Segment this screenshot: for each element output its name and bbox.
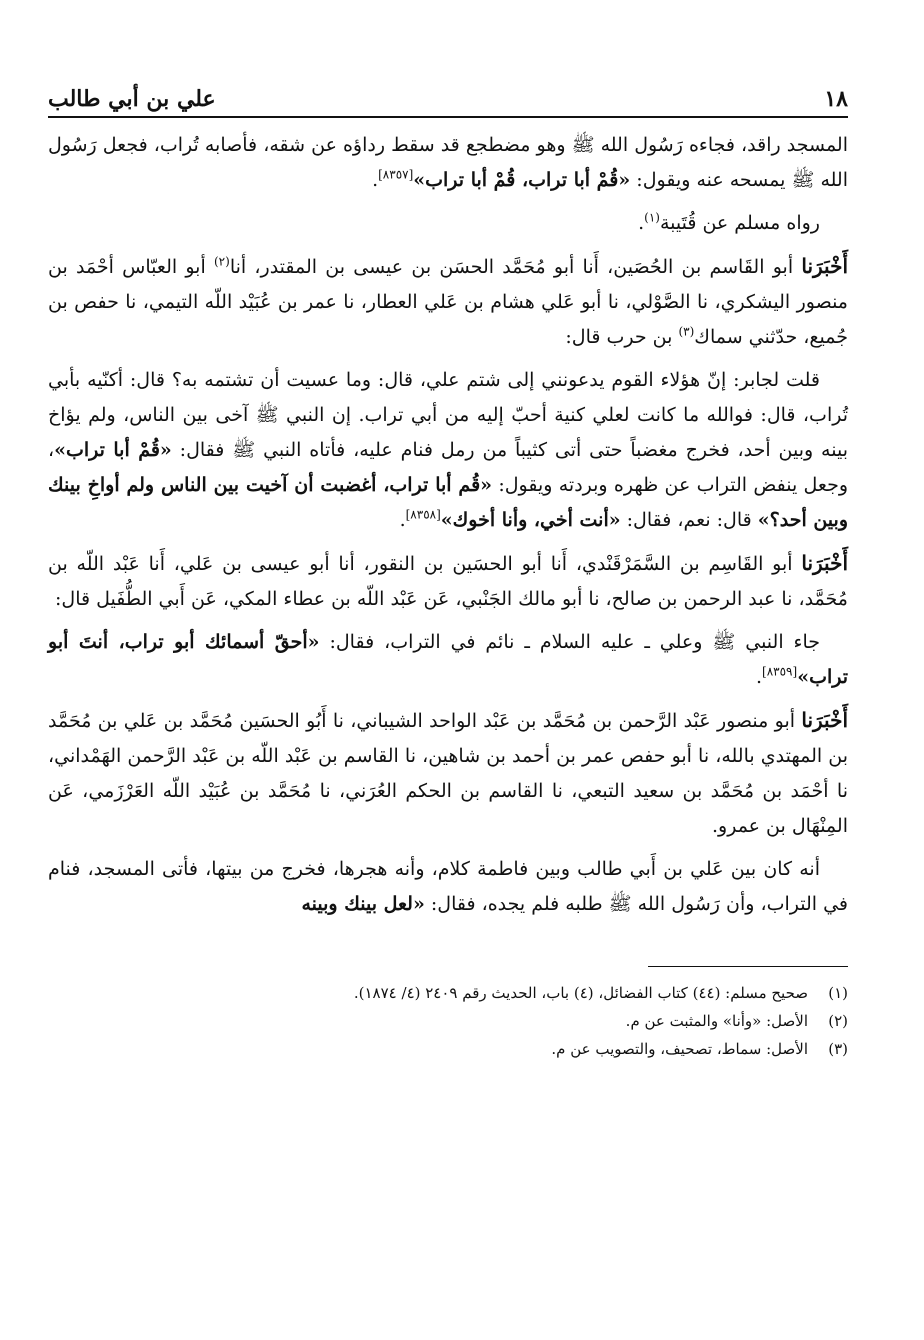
hadith-quote: «أنت أخي، وأنا أخوك» xyxy=(440,509,621,531)
paragraph-text: المسجد راقد، فجاءه رَسُول الله ﷺ وهو مضطجع قد سقط رداؤه عن شقه، فأصابه تُراب، فجعل رَسُول الله ﷺ يمسحه عنه ويقول: xyxy=(48,134,848,191)
footnotes xyxy=(48,979,848,1063)
paragraph-text: . xyxy=(638,212,645,234)
paragraph xyxy=(48,206,848,241)
paragraph-text: رواه مسلم عن قُتَيبة xyxy=(659,212,820,234)
reference-marker: (٢) xyxy=(213,254,230,269)
footnote-number: (٣) xyxy=(828,1040,848,1058)
reference-marker: (٣) xyxy=(678,324,695,339)
footnote-text: صحيح مسلم: (٤٤) كتاب الفضائل، (٤) باب، الحديث رقم ٢٤٠٩ (٤/ ١٨٧٤). xyxy=(353,984,808,1002)
hadith-quote: «لعل بينك وبينه xyxy=(301,893,425,915)
hadith-quote: «أحقّ أسمائك أبو تراب، أنتَ أبو تراب» xyxy=(48,631,848,688)
paragraph-text: أبو منصور عَبْد الرَّحمن بن مُحَمَّد بن عَبْد الواحد الشيباني، نا أَبُو الحسَين مُحَمَّد بن عَلي بن مُحَمَّد بن المهتدي بالله، نا أبو حفص عمر بن أحمد بن شاهين، نا القاسم بن عَبْد اللّه بن عَبْد الرَّحمن الهَمْداني، نا أحْمَد بن مُحَمَّد بن سعيد التبعي، نا القاسم بن الحكم العُرَني، نا مُحَمَّد بن عُبَيْد اللّه العَرْزَمي، عَن المِنْهَال بن عمرو. xyxy=(48,710,848,837)
reference-marker: [٨٣٥٧] xyxy=(378,167,414,182)
footnote-divider xyxy=(648,966,848,967)
footnote xyxy=(48,1007,848,1035)
paragraph-text: . xyxy=(755,666,763,688)
hadith-quote: «قُمْ أبا تراب، قُمْ أبا تراب» xyxy=(413,169,631,191)
footnote-text: الأصل: سماط، تصحيف، والتصويب عن م. xyxy=(551,1040,808,1058)
paragraph-text: . xyxy=(372,169,379,191)
footnote-number: (١) xyxy=(828,984,848,1002)
paragraph xyxy=(48,363,848,538)
paragraph-text: . xyxy=(399,509,406,531)
paragraph xyxy=(48,625,848,695)
reference-marker: (١) xyxy=(644,210,660,225)
paragraph-text: أبو القَاسِم بن السَّمَرْقَنْدي، أَنا أبو الحسَين بن النقور، أنا أبو عيسى بن عَلي، أَنا عَبْد اللّه بن مُحَمَّد، نا عبد الرحمن بن صالح، نا أبو مالك الجَنْبي، عَن عَبْد اللّه بن عطاء المكي، عَن أَبي الطُّفَيل قال: xyxy=(48,553,848,610)
footnote-number: (٢) xyxy=(828,1012,848,1030)
hadith-quote: «قُمْ أبا تراب» xyxy=(54,439,172,461)
paragraph xyxy=(48,128,848,198)
paragraph xyxy=(48,852,848,922)
footnote xyxy=(48,1035,848,1063)
document-page xyxy=(48,72,848,1063)
paragraph xyxy=(48,703,848,844)
footnote-text: الأصل: «وأنا» والمثبت عن م. xyxy=(625,1012,808,1030)
reference-marker: [٨٣٥٩] xyxy=(762,664,798,679)
reference-marker: [٨٣٥٨] xyxy=(405,507,441,522)
paragraph-text: جاء النبي ﷺ وعلي ـ عليه السلام ـ نائم في التراب، فقال: xyxy=(319,631,820,653)
footnote xyxy=(48,979,848,1007)
paragraph-text: أنه كان بين عَلي بن أَبي طالب وبين فاطمة كلام، وأنه هجرها، فخرج من بيتها، فأتى المسجد، فنام في التراب، وأن رَسُول الله ﷺ طلبه فلم يجده، فقال: xyxy=(48,858,848,915)
isnad-lead-word: أَخْبَرَنا xyxy=(801,551,848,575)
paragraph-text: أبو القَاسم بن الحُصَين، أَنا أبو مُحَمَّد الحسَن بن عيسى بن المقتدر، أنا xyxy=(229,256,802,278)
paragraph-text: قال: نعم، فقال: xyxy=(620,509,758,531)
paragraph-text: أبو العبّاس أحْمَد بن منصور اليشكري، نا الصَّوْلي، نا أبو عَلي هشام بن عَلي العطار، نا عمر بن عُبَيْد اللّه التيمي، نا حفص بن جُميع، حدّثني سماك xyxy=(48,256,848,348)
paragraph-text: قلت لجابر: إنّ هؤلاء القوم يدعونني إلى شتم علي، قال: وما عسيت أن تشتمه به؟ قال: أكنّيه بأبي تُراب، قال: فوالله ما كانت لعلي كنية أحبّ إليه من أبي تراب. إن النبي ﷺ آخى بين الناس، ولم يؤاخ بينه وبين أحد، فخرج مغضباً حتى أتى كثيباً من رمل فنام عليه، فأتاه النبي ﷺ فقال: xyxy=(48,369,849,461)
isnad-lead-word: أَخْبَرَنا xyxy=(801,254,848,278)
page-header xyxy=(48,72,848,118)
isnad-lead-word: أَخْبَرَنا xyxy=(801,708,848,732)
page-number: ١٨ xyxy=(824,86,848,112)
paragraph xyxy=(48,249,848,355)
body-text xyxy=(48,128,848,922)
paragraph-text: ، وجعل ينفض التراب عن ظهره وبردته ويقول: xyxy=(48,439,848,496)
paragraph-text: بن حرب قال: xyxy=(565,326,679,348)
hadith-quote: «قُم أبا تراب، أغضبت أن آخيت بين الناس ولم أواخِ بينك وبين أحد؟» xyxy=(48,474,848,531)
running-head: علي بن أبي طالب xyxy=(48,86,216,112)
paragraph xyxy=(48,546,848,617)
